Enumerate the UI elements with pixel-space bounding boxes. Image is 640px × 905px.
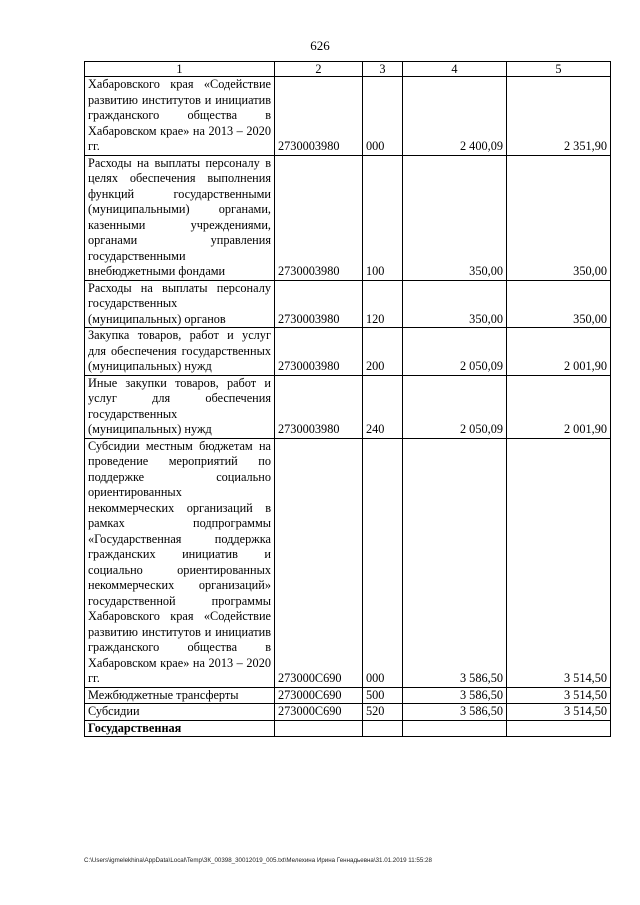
table-row <box>85 155 611 280</box>
column-header-2: 2 <box>275 62 363 77</box>
row-name: Расходы на выплаты персоналу в целях обеспечения выполнения функций государственными (муниципальными) органами, казенными учреждениями, органами управления государственными внебюджетными фондами <box>85 155 275 280</box>
row-name: Государственная <box>85 720 275 737</box>
table-row <box>85 720 611 737</box>
row-type: 000 <box>363 438 403 687</box>
row-value-1: 3 586,50 <box>403 704 507 721</box>
row-name: Расходы на выплаты персоналу государственных (муниципальных) органов <box>85 280 275 328</box>
table-header-row <box>85 62 611 77</box>
row-code <box>275 720 363 737</box>
row-value-2: 2 001,90 <box>507 328 611 376</box>
row-name: Хабаровского края «Содействие развитию институтов и инициатив гражданского общества в Хабаровском крае» на 2013 – 2020 гг. <box>85 77 275 156</box>
row-name: Субсидии <box>85 704 275 721</box>
row-value-2: 2 351,90 <box>507 77 611 156</box>
row-code: 2730003980 <box>275 328 363 376</box>
row-name: Субсидии местным бюджетам на проведение мероприятий по поддержке социально ориентированных некоммерческих организаций в рамках подпрограммы «Государственная поддержка гражданских инициатив и социально ориентированных некоммерческих организаций» государственной программы Хабаровского края «Содействие развитию институтов и инициатив гражданского общества в Хабаровском крае» на 2013 – 2020 гг. <box>85 438 275 687</box>
row-code: 2730003980 <box>275 280 363 328</box>
row-value-1 <box>403 720 507 737</box>
row-value-1: 350,00 <box>403 155 507 280</box>
row-value-1: 3 586,50 <box>403 438 507 687</box>
table-row <box>85 280 611 328</box>
row-code: 273000С690 <box>275 687 363 704</box>
column-header-1: 1 <box>85 62 275 77</box>
row-code: 2730003980 <box>275 155 363 280</box>
page-number: 626 <box>310 38 330 53</box>
row-type: 520 <box>363 704 403 721</box>
budget-table <box>84 61 611 737</box>
table-row <box>85 704 611 721</box>
row-name: Иные закупки товаров, работ и услуг для обеспечения государственных (муниципальных) нужд <box>85 375 275 438</box>
row-name: Закупка товаров, работ и услуг для обеспечения государственных (муниципальных) нужд <box>85 328 275 376</box>
footer-file-path: C:\Users\igmelekhina\AppData\Local\Temp\ЗК_00398_30012019_005.txt\Мелехина Ирина Геннадьевна\31.01.2019 11:55:28 <box>84 857 432 864</box>
table-row <box>85 328 611 376</box>
row-value-1: 2 050,09 <box>403 328 507 376</box>
row-type: 000 <box>363 77 403 156</box>
row-value-2: 3 514,50 <box>507 687 611 704</box>
row-value-1: 2 050,09 <box>403 375 507 438</box>
table-row <box>85 438 611 687</box>
table-row <box>85 375 611 438</box>
row-type: 500 <box>363 687 403 704</box>
row-code: 2730003980 <box>275 77 363 156</box>
column-header-3: 3 <box>363 62 403 77</box>
column-header-5: 5 <box>507 62 611 77</box>
row-value-1: 2 400,09 <box>403 77 507 156</box>
row-type: 240 <box>363 375 403 438</box>
row-value-1: 3 586,50 <box>403 687 507 704</box>
row-value-2 <box>507 720 611 737</box>
row-value-2: 350,00 <box>507 280 611 328</box>
row-code: 273000С690 <box>275 438 363 687</box>
row-code: 273000С690 <box>275 704 363 721</box>
row-value-2: 3 514,50 <box>507 438 611 687</box>
row-type: 100 <box>363 155 403 280</box>
column-header-4: 4 <box>403 62 507 77</box>
row-value-1: 350,00 <box>403 280 507 328</box>
row-value-2: 350,00 <box>507 155 611 280</box>
row-type <box>363 720 403 737</box>
row-value-2: 3 514,50 <box>507 704 611 721</box>
row-value-2: 2 001,90 <box>507 375 611 438</box>
row-type: 200 <box>363 328 403 376</box>
table-row <box>85 687 611 704</box>
row-code: 2730003980 <box>275 375 363 438</box>
table-row <box>85 77 611 156</box>
row-type: 120 <box>363 280 403 328</box>
row-name: Межбюджетные трансферты <box>85 687 275 704</box>
